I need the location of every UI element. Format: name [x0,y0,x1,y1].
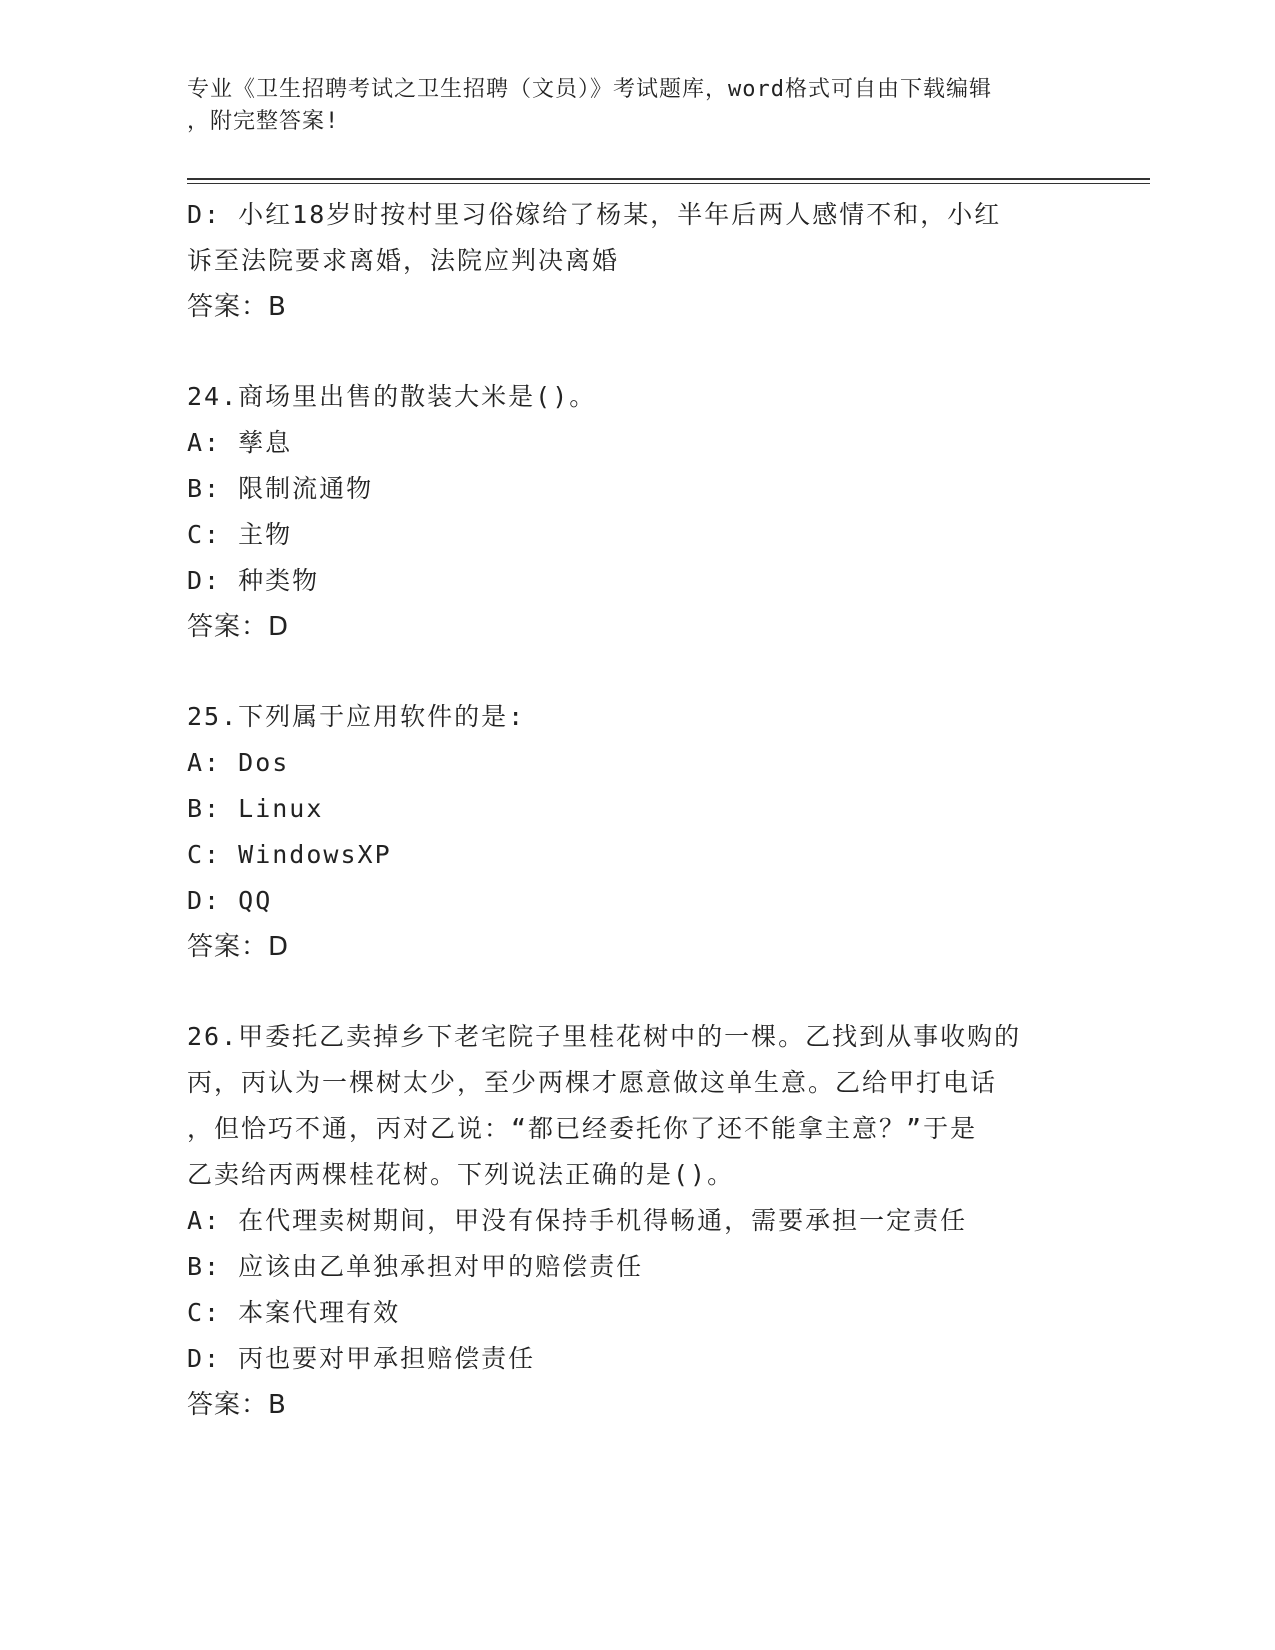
question-stem: 25.下列属于应用软件的是: [187,702,526,731]
option-b: B: 应该由乙单独承担对甲的赔偿责任 [187,1252,644,1281]
option-a: A: 孳息 [187,428,293,457]
option-d: D: QQ [187,886,273,915]
option-line: D: 小红18岁时按村里习俗嫁给了杨某，半年后两人感情不和，小红 [187,200,1002,229]
option-b: B: 限制流通物 [187,474,374,503]
header-divider-thin [187,183,1150,184]
question-stem: 丙，丙认为一棵树太少，至少两棵才愿意做这单生意。乙给甲打电话 [187,1068,998,1097]
document-header [187,74,1077,138]
option-d: D: 种类物 [187,566,320,595]
question-24 [187,374,1087,650]
header-divider-thick [187,178,1150,180]
question-25 [187,694,1087,970]
answer-line: 答案：B [187,1390,287,1420]
answer-line: 答案：D [187,932,290,962]
question-stem: ，但恰巧不通，丙对乙说：“都已经委托你了还不能拿主意？”于是 [187,1114,978,1143]
question-list [187,192,1087,1428]
question-stem: 乙卖给丙两棵桂花树。下列说法正确的是()。 [187,1160,735,1189]
question-stem: 26.甲委托乙卖掉乡下老宅院子里桂花树中的一棵。乙找到从事收购的 [187,1022,1022,1051]
answer-line: 答案：B [187,292,287,322]
option-line: 诉至法院要求离婚，法院应判决离婚 [187,246,620,275]
header-line-1: 专业《卫生招聘考试之卫生招聘（文员）》考试题库，word格式可自由下载编辑 [187,77,992,102]
question-continuation [187,192,1087,330]
option-a: A: Dos [187,748,290,777]
header-line-2: ，附完整答案! [187,109,340,134]
question-stem: 24.商场里出售的散装大米是()。 [187,382,597,411]
option-a: A: 在代理卖树期间，甲没有保持手机得畅通，需要承担一定责任 [187,1206,968,1235]
option-c: C: WindowsXP [187,840,392,869]
option-d: D: 丙也要对甲承担赔偿责任 [187,1344,536,1373]
option-c: C: 主物 [187,520,293,549]
option-b: B: Linux [187,794,324,823]
option-c: C: 本案代理有效 [187,1298,401,1327]
answer-line: 答案：D [187,612,290,642]
question-26 [187,1014,1087,1428]
